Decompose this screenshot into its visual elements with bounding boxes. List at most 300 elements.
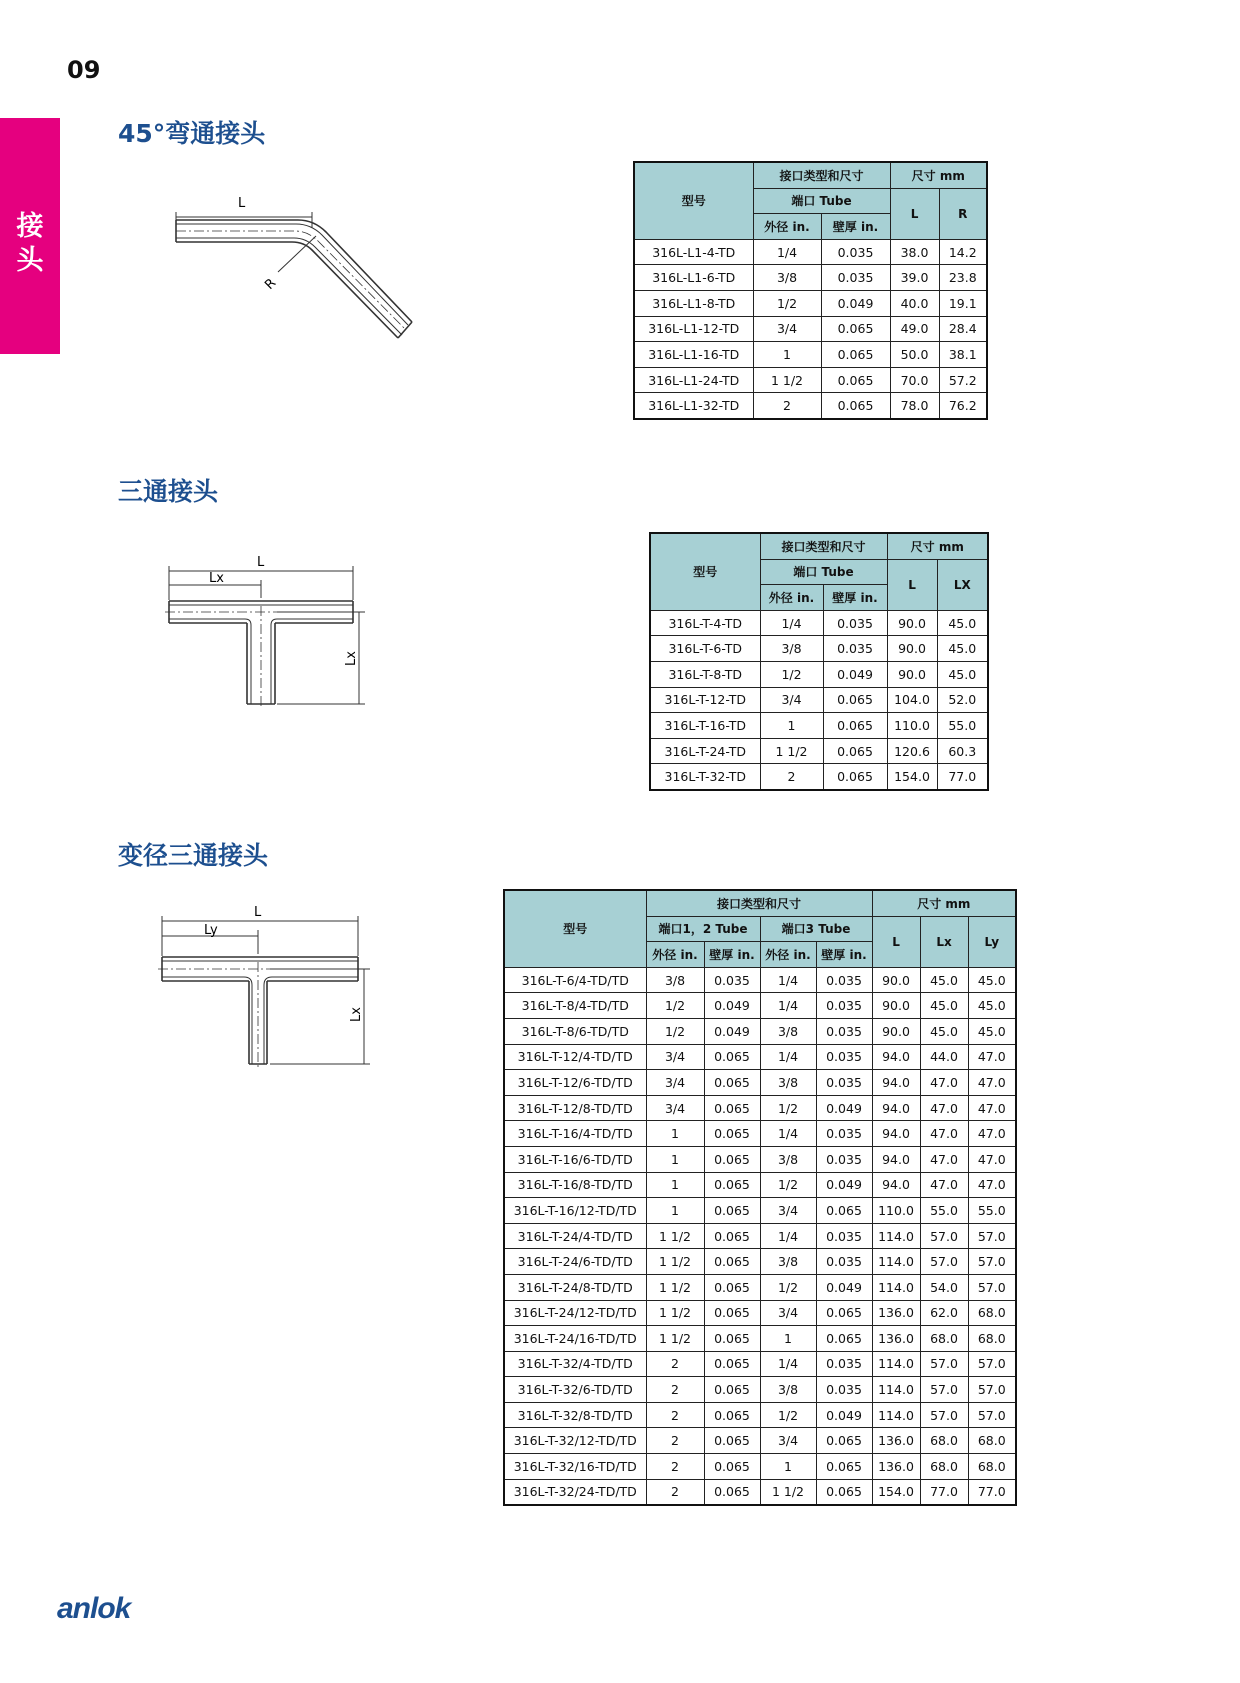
value-cell: 0.065 (704, 1070, 760, 1096)
value-cell: 47.0 (968, 1146, 1016, 1172)
side-tab-char-1: 接 (16, 211, 44, 242)
value-cell: 68.0 (920, 1454, 968, 1480)
value-cell: 62.0 (920, 1300, 968, 1326)
value-cell: 1/2 (760, 661, 823, 687)
value-cell: 1/4 (760, 1044, 816, 1070)
value-cell: 45.0 (968, 1018, 1016, 1044)
value-cell: 47.0 (920, 1095, 968, 1121)
table-row (504, 1249, 1016, 1275)
model-cell: 316L-L1-4-TD (634, 239, 753, 265)
value-cell: 45.0 (937, 636, 988, 662)
value-cell: 1/4 (753, 239, 821, 265)
value-cell: 14.2 (939, 239, 987, 265)
value-cell: 0.035 (816, 1223, 872, 1249)
header-od: 外径 in. (760, 585, 823, 611)
header-wall-port12: 壁厚 in. (704, 942, 760, 968)
value-cell: 1 1/2 (646, 1300, 704, 1326)
value-cell: 0.065 (704, 1172, 760, 1198)
value-cell: 1 (753, 342, 821, 368)
value-cell: 40.0 (890, 290, 939, 316)
table-row (650, 636, 988, 662)
header-port-type-size: 接口类型和尺寸 (753, 162, 890, 188)
value-cell: 1/2 (760, 1172, 816, 1198)
model-cell: 316L-T-32/4-TD/TD (504, 1351, 646, 1377)
value-cell: 3/4 (760, 1428, 816, 1454)
value-cell: 154.0 (887, 764, 937, 790)
model-cell: 316L-T-32/12-TD/TD (504, 1428, 646, 1454)
value-cell: 1/4 (760, 967, 816, 993)
value-cell: 47.0 (968, 1121, 1016, 1147)
header-dim-lx: LX (937, 559, 988, 610)
value-cell: 55.0 (920, 1198, 968, 1224)
model-cell: 316L-T-24/8-TD/TD (504, 1274, 646, 1300)
value-cell: 0.065 (704, 1479, 760, 1505)
value-cell: 0.065 (821, 393, 890, 419)
value-cell: 0.035 (704, 967, 760, 993)
header-model: 型号 (504, 890, 646, 967)
value-cell: 1/2 (760, 1274, 816, 1300)
model-cell: 316L-T-16/6-TD/TD (504, 1146, 646, 1172)
model-cell: 316L-L1-12-TD (634, 316, 753, 342)
value-cell: 0.049 (704, 993, 760, 1019)
value-cell: 2 (646, 1479, 704, 1505)
value-cell: 0.065 (823, 713, 887, 739)
value-cell: 47.0 (968, 1095, 1016, 1121)
table-row (650, 713, 988, 739)
table-row (504, 1223, 1016, 1249)
value-cell: 136.0 (872, 1454, 920, 1480)
value-cell: 0.065 (704, 1402, 760, 1428)
value-cell: 0.065 (704, 1274, 760, 1300)
value-cell: 52.0 (937, 687, 988, 713)
value-cell: 2 (760, 764, 823, 790)
table-row (634, 239, 987, 265)
value-cell: 47.0 (920, 1172, 968, 1198)
value-cell: 2 (646, 1454, 704, 1480)
value-cell: 57.0 (920, 1377, 968, 1403)
value-cell: 68.0 (968, 1454, 1016, 1480)
tee-dim-label-lx-top: Lx (209, 571, 224, 586)
table-row (650, 687, 988, 713)
reducing-tee-dim-label-l: L (254, 905, 262, 920)
table-row (634, 265, 987, 291)
table-row (634, 393, 987, 419)
value-cell: 57.0 (968, 1274, 1016, 1300)
value-cell: 0.065 (821, 342, 890, 368)
table-row (504, 1402, 1016, 1428)
section-title-elbow-45: 45°弯通接头 (118, 119, 266, 148)
value-cell: 0.035 (821, 239, 890, 265)
value-cell: 2 (753, 393, 821, 419)
table-row (504, 1300, 1016, 1326)
table-row (504, 993, 1016, 1019)
value-cell: 90.0 (887, 610, 937, 636)
header-port-type-size: 接口类型和尺寸 (760, 533, 887, 559)
value-cell: 110.0 (872, 1198, 920, 1224)
header-dim-ly: Ly (968, 916, 1016, 967)
model-cell: 316L-T-12/8-TD/TD (504, 1095, 646, 1121)
value-cell: 57.0 (968, 1377, 1016, 1403)
value-cell: 55.0 (937, 713, 988, 739)
value-cell: 0.065 (704, 1326, 760, 1352)
value-cell: 39.0 (890, 265, 939, 291)
value-cell: 1 1/2 (646, 1326, 704, 1352)
value-cell: 45.0 (920, 993, 968, 1019)
value-cell: 114.0 (872, 1274, 920, 1300)
value-cell: 0.049 (816, 1402, 872, 1428)
value-cell: 68.0 (920, 1428, 968, 1454)
value-cell: 0.035 (816, 1070, 872, 1096)
value-cell: 1 (646, 1121, 704, 1147)
value-cell: 104.0 (887, 687, 937, 713)
model-cell: 316L-T-32/16-TD/TD (504, 1454, 646, 1480)
value-cell: 68.0 (920, 1326, 968, 1352)
value-cell: 1/2 (760, 1095, 816, 1121)
value-cell: 1/4 (760, 1121, 816, 1147)
value-cell: 1 1/2 (753, 367, 821, 393)
value-cell: 45.0 (920, 1018, 968, 1044)
model-cell: 316L-T-32/6-TD/TD (504, 1377, 646, 1403)
reducing-tee-diagram (158, 905, 383, 1068)
value-cell: 3/8 (760, 1070, 816, 1096)
header-dim-lx: Lx (920, 916, 968, 967)
value-cell: 3/8 (753, 265, 821, 291)
value-cell: 76.2 (939, 393, 987, 419)
value-cell: 57.0 (968, 1223, 1016, 1249)
table-row (504, 1172, 1016, 1198)
value-cell: 120.6 (887, 738, 937, 764)
value-cell: 3/4 (646, 1070, 704, 1096)
value-cell: 0.049 (823, 661, 887, 687)
value-cell: 114.0 (872, 1351, 920, 1377)
value-cell: 57.0 (968, 1402, 1016, 1428)
model-cell: 316L-T-24/4-TD/TD (504, 1223, 646, 1249)
value-cell: 136.0 (872, 1300, 920, 1326)
value-cell: 0.035 (821, 265, 890, 291)
value-cell: 0.065 (704, 1454, 760, 1480)
value-cell: 23.8 (939, 265, 987, 291)
value-cell: 3/8 (760, 1249, 816, 1275)
model-cell: 316L-T-24-TD (650, 738, 760, 764)
value-cell: 0.035 (816, 1351, 872, 1377)
value-cell: 28.4 (939, 316, 987, 342)
header-model: 型号 (634, 162, 753, 239)
value-cell: 47.0 (920, 1146, 968, 1172)
model-cell: 316L-T-32-TD (650, 764, 760, 790)
value-cell: 0.049 (816, 1095, 872, 1121)
tee-spec-table (649, 532, 989, 791)
value-cell: 0.065 (704, 1121, 760, 1147)
value-cell: 114.0 (872, 1223, 920, 1249)
value-cell: 1 (760, 1454, 816, 1480)
value-cell: 2 (646, 1351, 704, 1377)
table-row (504, 1428, 1016, 1454)
model-cell: 316L-T-24/16-TD/TD (504, 1326, 646, 1352)
value-cell: 3/4 (760, 1300, 816, 1326)
page-number: 09 (67, 56, 101, 84)
header-dim-l: L (872, 916, 920, 967)
value-cell: 3/8 (760, 1018, 816, 1044)
model-cell: 316L-T-6-TD (650, 636, 760, 662)
value-cell: 19.1 (939, 290, 987, 316)
value-cell: 47.0 (968, 1172, 1016, 1198)
value-cell: 3/8 (646, 967, 704, 993)
header-port12-tube: 端口1，2 Tube (646, 916, 760, 942)
value-cell: 136.0 (872, 1428, 920, 1454)
header-dimension: 尺寸 mm (890, 162, 987, 188)
table-row (634, 290, 987, 316)
model-cell: 316L-T-32/8-TD/TD (504, 1402, 646, 1428)
value-cell: 94.0 (872, 1172, 920, 1198)
model-cell: 316L-T-32/24-TD/TD (504, 1479, 646, 1505)
value-cell: 77.0 (937, 764, 988, 790)
value-cell: 90.0 (872, 967, 920, 993)
model-cell: 316L-T-24/12-TD/TD (504, 1300, 646, 1326)
value-cell: 0.035 (823, 610, 887, 636)
table-row (504, 1274, 1016, 1300)
value-cell: 0.049 (821, 290, 890, 316)
header-dim-r: R (939, 188, 987, 239)
value-cell: 94.0 (872, 1146, 920, 1172)
table-row (504, 1044, 1016, 1070)
value-cell: 0.065 (816, 1428, 872, 1454)
table-row (650, 764, 988, 790)
model-cell: 316L-L1-16-TD (634, 342, 753, 368)
value-cell: 45.0 (968, 967, 1016, 993)
value-cell: 114.0 (872, 1249, 920, 1275)
model-cell: 316L-T-16-TD (650, 713, 760, 739)
value-cell: 45.0 (937, 610, 988, 636)
value-cell: 0.065 (816, 1454, 872, 1480)
header-port3-tube: 端口3 Tube (760, 916, 872, 942)
tee-dim-label-l: L (257, 555, 265, 570)
header-model: 型号 (650, 533, 760, 610)
value-cell: 47.0 (968, 1044, 1016, 1070)
elbow-45-diagram (170, 190, 430, 350)
value-cell: 68.0 (968, 1326, 1016, 1352)
value-cell: 77.0 (968, 1479, 1016, 1505)
header-dim-l: L (890, 188, 939, 239)
table-row (650, 738, 988, 764)
value-cell: 2 (646, 1428, 704, 1454)
value-cell: 0.065 (704, 1428, 760, 1454)
header-port-tube: 端口 Tube (760, 559, 887, 585)
value-cell: 3/4 (760, 687, 823, 713)
table-row (504, 1326, 1016, 1352)
value-cell: 94.0 (872, 1095, 920, 1121)
table-row (650, 661, 988, 687)
table-row (504, 1479, 1016, 1505)
model-cell: 316L-T-8-TD (650, 661, 760, 687)
value-cell: 136.0 (872, 1326, 920, 1352)
value-cell: 1/4 (760, 1351, 816, 1377)
value-cell: 0.065 (704, 1300, 760, 1326)
elbow-dim-label-l: L (238, 196, 246, 211)
model-cell: 316L-T-6/4-TD/TD (504, 967, 646, 993)
value-cell: 1 (646, 1198, 704, 1224)
reducing-tee-dim-label-ly: Ly (204, 923, 218, 938)
value-cell: 114.0 (872, 1402, 920, 1428)
value-cell: 1/4 (760, 993, 816, 1019)
table-row (504, 1146, 1016, 1172)
value-cell: 2 (646, 1402, 704, 1428)
model-cell: 316L-L1-24-TD (634, 367, 753, 393)
value-cell: 47.0 (920, 1121, 968, 1147)
value-cell: 0.035 (816, 1249, 872, 1275)
value-cell: 0.065 (821, 367, 890, 393)
value-cell: 0.065 (704, 1249, 760, 1275)
value-cell: 45.0 (937, 661, 988, 687)
value-cell: 0.065 (704, 1223, 760, 1249)
table-row (504, 1018, 1016, 1044)
model-cell: 316L-T-12-TD (650, 687, 760, 713)
value-cell: 3/4 (760, 1198, 816, 1224)
value-cell: 0.035 (816, 993, 872, 1019)
value-cell: 57.0 (920, 1402, 968, 1428)
value-cell: 3/8 (760, 1146, 816, 1172)
value-cell: 55.0 (968, 1198, 1016, 1224)
header-wall: 壁厚 in. (821, 214, 890, 240)
value-cell: 90.0 (887, 661, 937, 687)
value-cell: 1 (760, 713, 823, 739)
side-category-tab (0, 118, 60, 354)
value-cell: 0.049 (816, 1172, 872, 1198)
model-cell: 316L-T-16/12-TD/TD (504, 1198, 646, 1224)
value-cell: 1 (760, 1326, 816, 1352)
value-cell: 0.035 (816, 1121, 872, 1147)
value-cell: 3/4 (646, 1044, 704, 1070)
value-cell: 0.065 (816, 1479, 872, 1505)
header-od: 外径 in. (753, 214, 821, 240)
model-cell: 316L-L1-32-TD (634, 393, 753, 419)
value-cell: 3/8 (760, 1377, 816, 1403)
header-port-type-size: 接口类型和尺寸 (646, 890, 872, 916)
value-cell: 94.0 (872, 1070, 920, 1096)
value-cell: 38.0 (890, 239, 939, 265)
value-cell: 1/2 (753, 290, 821, 316)
model-cell: 316L-T-12/6-TD/TD (504, 1070, 646, 1096)
value-cell: 1/4 (760, 1223, 816, 1249)
value-cell: 1/2 (646, 1018, 704, 1044)
table-row (634, 342, 987, 368)
value-cell: 3/4 (753, 316, 821, 342)
value-cell: 0.035 (816, 1146, 872, 1172)
value-cell: 60.3 (937, 738, 988, 764)
value-cell: 0.065 (816, 1198, 872, 1224)
reducing-tee-spec-table (503, 889, 1017, 1506)
table-row (650, 610, 988, 636)
table-row (634, 367, 987, 393)
value-cell: 68.0 (968, 1300, 1016, 1326)
value-cell: 0.065 (704, 1146, 760, 1172)
header-dimension: 尺寸 mm (872, 890, 1016, 916)
value-cell: 94.0 (872, 1044, 920, 1070)
value-cell: 90.0 (887, 636, 937, 662)
table-row (504, 1377, 1016, 1403)
value-cell: 54.0 (920, 1274, 968, 1300)
value-cell: 1 1/2 (646, 1223, 704, 1249)
value-cell: 114.0 (872, 1377, 920, 1403)
value-cell: 0.065 (704, 1095, 760, 1121)
table-row (634, 316, 987, 342)
model-cell: 316L-T-8/4-TD/TD (504, 993, 646, 1019)
model-cell: 316L-T-16/4-TD/TD (504, 1121, 646, 1147)
value-cell: 0.065 (704, 1198, 760, 1224)
value-cell: 1 1/2 (760, 1479, 816, 1505)
value-cell: 3/8 (760, 636, 823, 662)
table-row (504, 1095, 1016, 1121)
value-cell: 50.0 (890, 342, 939, 368)
value-cell: 57.0 (920, 1351, 968, 1377)
header-od-port3: 外径 in. (760, 942, 816, 968)
value-cell: 0.049 (816, 1274, 872, 1300)
value-cell: 1 1/2 (646, 1249, 704, 1275)
table-row (504, 1454, 1016, 1480)
value-cell: 0.035 (816, 1018, 872, 1044)
value-cell: 47.0 (920, 1070, 968, 1096)
header-od-port12: 外径 in. (646, 942, 704, 968)
value-cell: 0.065 (823, 738, 887, 764)
value-cell: 78.0 (890, 393, 939, 419)
header-wall-port3: 壁厚 in. (816, 942, 872, 968)
value-cell: 0.065 (823, 687, 887, 713)
value-cell: 44.0 (920, 1044, 968, 1070)
table-row (504, 1198, 1016, 1224)
value-cell: 0.065 (816, 1326, 872, 1352)
value-cell: 0.065 (823, 764, 887, 790)
model-cell: 316L-T-16/8-TD/TD (504, 1172, 646, 1198)
value-cell: 3/4 (646, 1095, 704, 1121)
table-row (504, 1121, 1016, 1147)
tee-dim-label-lx-side: Lx (344, 651, 359, 666)
value-cell: 90.0 (872, 1018, 920, 1044)
value-cell: 57.0 (920, 1249, 968, 1275)
side-tab-char-2: 头 (16, 245, 44, 276)
elbow-45-spec-table (633, 161, 988, 420)
model-cell: 316L-T-12/4-TD/TD (504, 1044, 646, 1070)
value-cell: 1 1/2 (760, 738, 823, 764)
value-cell: 45.0 (968, 993, 1016, 1019)
value-cell: 110.0 (887, 713, 937, 739)
header-dim-l: L (887, 559, 937, 610)
table-row (504, 1351, 1016, 1377)
value-cell: 0.035 (823, 636, 887, 662)
table-row (504, 967, 1016, 993)
value-cell: 0.065 (816, 1300, 872, 1326)
value-cell: 1 (646, 1146, 704, 1172)
header-wall: 壁厚 in. (823, 585, 887, 611)
value-cell: 0.065 (704, 1351, 760, 1377)
value-cell: 57.0 (968, 1351, 1016, 1377)
elbow-dim-label-r: R (262, 275, 280, 293)
value-cell: 57.0 (968, 1249, 1016, 1275)
value-cell: 0.065 (704, 1044, 760, 1070)
value-cell: 57.0 (920, 1223, 968, 1249)
value-cell: 57.2 (939, 367, 987, 393)
section-title-reducing-tee: 变径三通接头 (118, 841, 269, 870)
value-cell: 0.065 (704, 1377, 760, 1403)
model-cell: 316L-L1-8-TD (634, 290, 753, 316)
value-cell: 45.0 (920, 967, 968, 993)
value-cell: 1 (646, 1172, 704, 1198)
brand-logo: anlok (57, 1592, 131, 1625)
tee-diagram (165, 556, 380, 716)
value-cell: 1/4 (760, 610, 823, 636)
value-cell: 47.0 (968, 1070, 1016, 1096)
value-cell: 77.0 (920, 1479, 968, 1505)
value-cell: 68.0 (968, 1428, 1016, 1454)
value-cell: 0.049 (704, 1018, 760, 1044)
